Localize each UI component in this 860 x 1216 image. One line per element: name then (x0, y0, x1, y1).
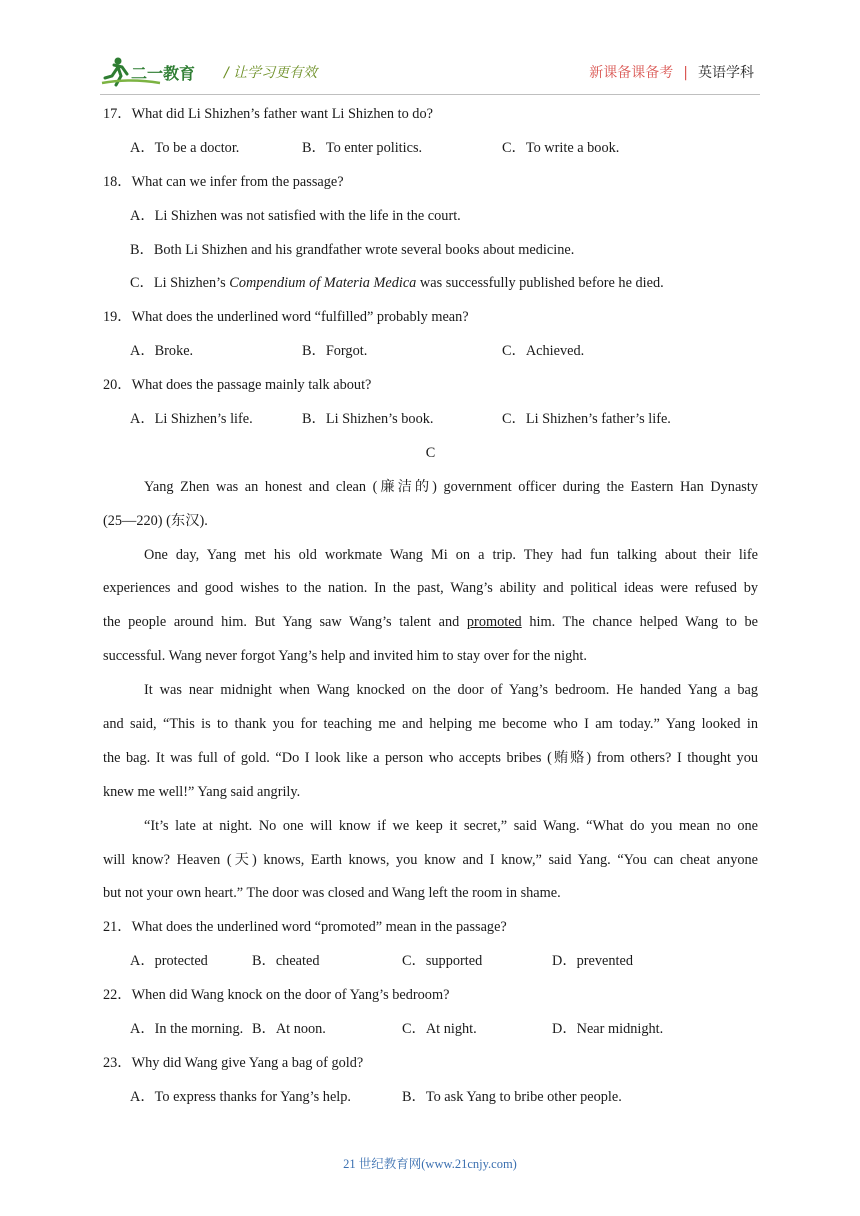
question-18: 18．What can we infer from the passage? (103, 173, 344, 190)
question-17: 17．What did Li Shizhen’s father want Li Shizhen to do? (103, 106, 433, 122)
option-b: B．To ask Yang to bribe other people. (402, 1088, 622, 1105)
subject-label: 英语学科 (698, 65, 754, 81)
question-23-options (103, 1086, 758, 1120)
slogan: / 让学习更有效 (224, 65, 318, 81)
question-21-options (103, 950, 758, 984)
question-22-options (103, 1018, 758, 1052)
question-22: 22．When did Wang knock on the door of Yang’s bedroom? (103, 987, 450, 1004)
paragraph-3-line-1: It was near midnight when Wang knocked on the door of Yang’s bedroom. He handed Yang a bag (144, 682, 758, 699)
option-d: D．Near midnight. (552, 1021, 664, 1038)
option-d: D．prevented (552, 953, 633, 970)
paragraph-1-line-1: Yang Zhen was an honest and clean (廉洁的) government officer during the Eastern Han Dynasty (144, 478, 758, 495)
option-c: C．Achieved. (502, 343, 585, 360)
option-a: A．Li Shizhen was not satisfied with the life in the court. (130, 207, 461, 224)
book-title: Compendium of Materia Medica (229, 275, 417, 292)
text-span: the people around him. But Yang saw Wang’s talent and (103, 614, 460, 631)
page-header (0, 0, 860, 100)
section-label: C (425, 444, 436, 461)
option-a: A．To express thanks for Yang’s help. (130, 1088, 351, 1105)
option-c-prefix: C．Li Shizhen’s (130, 275, 230, 292)
question-23: 23．Why did Wang give Yang a bag of gold? (103, 1054, 364, 1071)
header-separator: | (683, 65, 688, 81)
runner-logo-icon (100, 56, 210, 88)
question-19-options (103, 340, 758, 374)
passage (103, 476, 758, 917)
paragraph-3-line-3: the bag. It was full of gold. “Do I look like a person who accepts bribes (贿赂) from others? I thought you (103, 749, 758, 766)
option-b: B．Forgot. (302, 343, 368, 360)
page-footer: 21 世纪教育网(www.21cnjy.com) (343, 1157, 517, 1171)
option-a: A．Broke. (130, 343, 194, 360)
option-c: C．supported (402, 953, 483, 970)
option-b: B．To enter politics. (302, 139, 423, 156)
option-b: B．At noon. (252, 1021, 326, 1038)
header-right (589, 62, 754, 82)
paragraph-2-line-3 (103, 611, 758, 645)
paragraph-2-line-2: experiences and good wishes to the nation. In the past, Wang’s ability and political ideas were refused by (103, 580, 758, 597)
paragraph-4-line-3: but not your own heart.” The door was closed and Wang left the room in shame. (103, 885, 561, 902)
option-a: A．Li Shizhen’s life. (130, 411, 253, 428)
option-a: A．To be a doctor. (130, 139, 240, 156)
question-20: 20．What does the passage mainly talk about? (103, 377, 372, 394)
logo-text: 二一教育 (131, 64, 196, 83)
option-c (103, 272, 758, 306)
text-span: him. The chance helped Wang to be (529, 614, 758, 631)
option-a: A．In the morning. (130, 1021, 244, 1038)
question-19: 19．What does the underlined word “fulfilled” probably mean? (103, 309, 469, 326)
paragraph-1-line-2: (25—220) (东汉). (103, 512, 208, 529)
question-21: 21．What does the underlined word “promoted” mean in the passage? (103, 919, 507, 936)
paragraph-4-line-1: “It’s late at night. No one will know if we keep it secret,” said Wang. “What do you mean no one (144, 817, 758, 834)
header-divider (100, 94, 760, 95)
paragraph-2-line-1: One day, Yang met his old workmate Wang Mi on a trip. They had fun talking about their life (144, 546, 758, 563)
option-c: C．At night. (402, 1021, 477, 1038)
option-b: B．cheated (252, 953, 320, 970)
logo (100, 56, 210, 88)
brand-label: 新课备课备考 (589, 65, 674, 81)
option-a: A．protected (130, 953, 208, 970)
option-c: C．To write a book. (502, 139, 620, 156)
underlined-word: promoted (466, 614, 522, 631)
option-b: B．Li Shizhen’s book. (302, 411, 434, 428)
paragraph-3-line-4: knew me well!” Yang said angrily. (103, 783, 301, 800)
option-c-suffix: was successfully published before he died. (416, 275, 664, 292)
document-body (103, 103, 758, 1120)
question-20-options (103, 408, 758, 442)
option-b: B．Both Li Shizhen and his grandfather wrote several books about medicine. (130, 241, 575, 258)
option-c: C．Li Shizhen’s father’s life. (502, 411, 671, 428)
paragraph-2-line-4: successful. Wang never forgot Yang’s help and invited him to stay over for the night. (103, 648, 587, 665)
paragraph-3-line-2: and said, “This is to thank you for teaching me and helping me become who I am today.” Yang looked in (103, 716, 758, 733)
question-17-options (103, 137, 758, 171)
paragraph-4-line-2: will know? Heaven (天) knows, Earth knows, you know and I know,” said Yang. “You can cheat anyone (103, 851, 758, 868)
